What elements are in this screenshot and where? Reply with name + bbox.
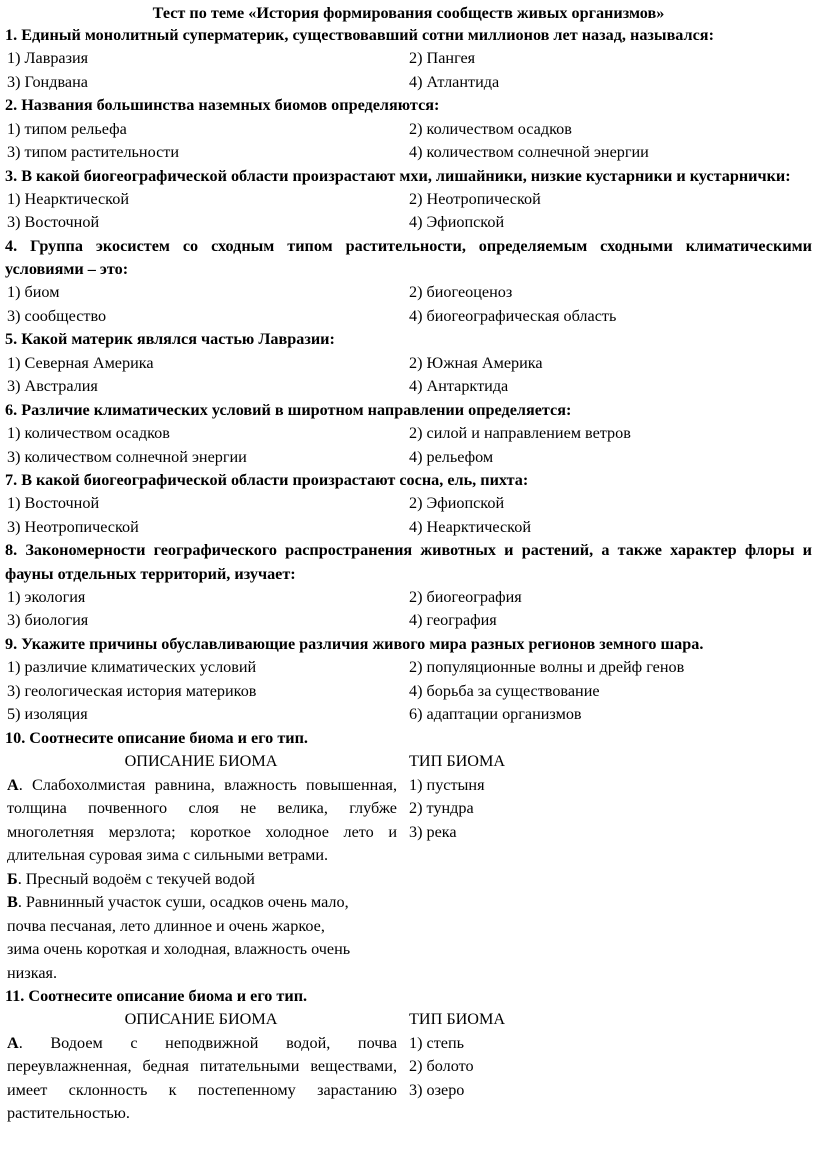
description-v-text: . Равнинный участок суши, осадков очень мало,	[17, 893, 349, 912]
type-item: 2) болото	[409, 1057, 474, 1076]
answer-options	[5, 118, 812, 165]
answer-options	[5, 188, 812, 235]
answer-options	[5, 281, 812, 328]
question-number: 8	[5, 541, 14, 560]
question-8	[5, 539, 812, 633]
answer-option: 3) Восточной	[7, 213, 100, 232]
answer-options	[5, 586, 812, 633]
answer-option: 1) типом рельефа	[7, 119, 127, 138]
letter-a: А	[7, 775, 19, 794]
question-text	[5, 727, 812, 750]
description-v-line	[7, 891, 397, 915]
type-item: 1) пустыня	[409, 775, 485, 794]
question-4	[5, 235, 812, 329]
question-7	[5, 469, 812, 539]
column-header-type: ТИП БИОМА	[409, 1010, 506, 1029]
page-title: Тест по теме «История формирования сообществ живых организмов»	[152, 4, 665, 22]
answer-option: 6) адаптации организмов	[409, 705, 582, 724]
description-column	[5, 750, 397, 985]
question-text	[5, 235, 812, 282]
answer-option: 2) популяционные волны и дрейф генов	[409, 658, 685, 677]
question-number: 6	[5, 400, 14, 419]
letter-b: Б	[7, 869, 18, 888]
answer-option: 2) силой и направлением ветров	[409, 424, 631, 443]
letter-v: В	[7, 893, 18, 912]
question-body: . Различие климатических условий в широтном направлении определяется:	[13, 400, 572, 419]
question-body: . В какой биогеографической области произрастают сосна, ель, пихта:	[13, 471, 529, 490]
answer-option: 3) количеством солнечной энергии	[7, 447, 247, 466]
question-number: 10	[5, 728, 22, 747]
question-text	[5, 24, 812, 47]
type-item: 1) степь	[409, 1033, 465, 1052]
description-a-text: . Слабохолмистая равнина, влажность повышенная, толщина почвенного слоя не велика, глубже многолетняя мерзлота; короткое холодное лето и длительная суровая зима с сильными ветрами.	[7, 775, 397, 865]
matching-table	[5, 750, 812, 985]
type-item: 3) река	[409, 822, 457, 841]
answer-options	[5, 47, 812, 94]
answer-option: 2) Неотропической	[409, 189, 541, 208]
answer-option: 4) Неарктической	[409, 517, 531, 536]
question-body: . Единый монолитный суперматерик, существовавший сотни миллионов лет назад, назывался:	[13, 26, 714, 44]
question-11	[5, 985, 812, 1126]
question-text	[5, 399, 812, 422]
answer-option: 4) рельефом	[409, 447, 494, 466]
question-5	[5, 328, 812, 398]
answer-option: 1) Лавразия	[7, 49, 89, 68]
question-number: 5	[5, 330, 14, 349]
letter-a: А	[7, 1033, 19, 1052]
type-column	[409, 750, 812, 985]
matching-table	[5, 1008, 812, 1126]
question-body: . Укажите причины обуславливающие различия живого мира разных регионов земного шара.	[13, 634, 704, 653]
description-a	[5, 1032, 397, 1126]
answer-option: 3) биология	[7, 611, 89, 630]
type-item: 3) озеро	[409, 1080, 465, 1099]
description-v	[5, 891, 397, 985]
answer-option: 3) Неотропической	[7, 517, 139, 536]
question-body: . Закономерности географического распространения животных и растений, а также характер флоры и фауны отдельных территорий, изучает:	[5, 541, 812, 583]
column-header-type: ТИП БИОМА	[409, 752, 506, 771]
question-number: 1	[5, 26, 14, 44]
question-text	[5, 985, 812, 1008]
description-b	[5, 868, 397, 892]
type-column	[409, 1008, 812, 1126]
question-10	[5, 727, 812, 985]
answer-options	[5, 492, 812, 539]
type-item: 2) тундра	[409, 799, 474, 818]
question-1	[5, 24, 812, 94]
description-column	[5, 1008, 397, 1126]
answer-option: 2) Южная Америка	[409, 353, 543, 372]
question-number: 9	[5, 634, 14, 653]
answer-option: 4) количеством солнечной энергии	[409, 143, 649, 162]
question-number: 4	[5, 236, 14, 255]
column-header-description: ОПИСАНИЕ БИОМА	[124, 752, 278, 771]
answer-option: 1) различие климатических условий	[7, 658, 257, 677]
question-text	[5, 469, 812, 492]
question-body: . Соотнесите описание биома и его тип.	[21, 728, 308, 747]
answer-option: 3) Австралия	[7, 377, 98, 396]
question-9	[5, 633, 812, 727]
answer-option: 2) количеством осадков	[409, 119, 572, 138]
answer-option: 4) Эфиопской	[409, 213, 505, 232]
description-a	[5, 774, 397, 868]
answer-option: 1) Неарктической	[7, 189, 129, 208]
question-3	[5, 165, 812, 235]
answer-option: 4) Антарктида	[409, 377, 509, 396]
answer-option: 2) Пангея	[409, 49, 476, 68]
question-body: . Какой материк являлся частью Лавразии:	[13, 330, 335, 349]
question-body: . Группа экосистем со сходным типом растительности, определяемым сходными климатическими условиями – это:	[5, 236, 812, 279]
description-v-line: зима очень короткая и холодная, влажность очень	[7, 940, 351, 959]
answer-option: 1) биом	[7, 283, 60, 302]
answer-option: 3) сообщество	[7, 306, 107, 325]
description-v-line: почва песчаная, лето длинное и очень жаркое,	[7, 916, 325, 935]
question-text	[5, 633, 812, 656]
answer-option: 1) Северная Америка	[7, 353, 154, 372]
question-number: 7	[5, 471, 14, 490]
question-text	[5, 94, 812, 117]
question-body: . Названия большинства наземных биомов определяются:	[13, 96, 440, 115]
question-number: 2	[5, 96, 14, 115]
description-v-line: низкая.	[7, 963, 58, 982]
answer-option: 2) биогеоценоз	[409, 283, 513, 302]
question-number: 3	[5, 166, 14, 185]
question-text	[5, 539, 812, 586]
answer-option: 4) география	[409, 611, 497, 630]
answer-option: 4) борьба за существование	[409, 681, 600, 700]
answer-option: 1) экология	[7, 587, 86, 606]
answer-option: 3) типом растительности	[7, 143, 180, 162]
answer-option: 1) Восточной	[7, 494, 100, 513]
description-b-text: . Пресный водоём с текучей водой	[17, 869, 255, 888]
answer-option: 4) Атлантида	[409, 72, 500, 91]
answer-option: 3) геологическая история материков	[7, 681, 257, 700]
answer-option: 5) изоляция	[7, 705, 88, 724]
question-2	[5, 94, 812, 164]
answer-option: 1) количеством осадков	[7, 424, 170, 443]
question-list	[5, 24, 812, 727]
question-body: . В какой биогеографической области произрастают мхи, лишайники, низкие кустарники и кустарнички:	[13, 166, 791, 185]
description-a-text: . Водоем с неподвижной водой, почва переувлажненная, бедная питательными веществами, имеет склонность к постепенному зарастанию растительностью.	[7, 1033, 397, 1123]
question-6	[5, 399, 812, 469]
column-header-description: ОПИСАНИЕ БИОМА	[124, 1010, 278, 1029]
question-text	[5, 328, 812, 351]
answer-option: 3) Гондвана	[7, 72, 88, 91]
answer-options	[5, 352, 812, 399]
answer-option: 2) биогеография	[409, 587, 522, 606]
question-body: . Соотнесите описание биома и его тип.	[20, 987, 308, 1006]
question-number: 11	[5, 987, 21, 1006]
answer-option: 2) Эфиопской	[409, 494, 505, 513]
question-text	[5, 165, 812, 188]
answer-options	[5, 656, 812, 727]
answer-options	[5, 422, 812, 469]
answer-option: 4) биогеографическая область	[409, 306, 617, 325]
